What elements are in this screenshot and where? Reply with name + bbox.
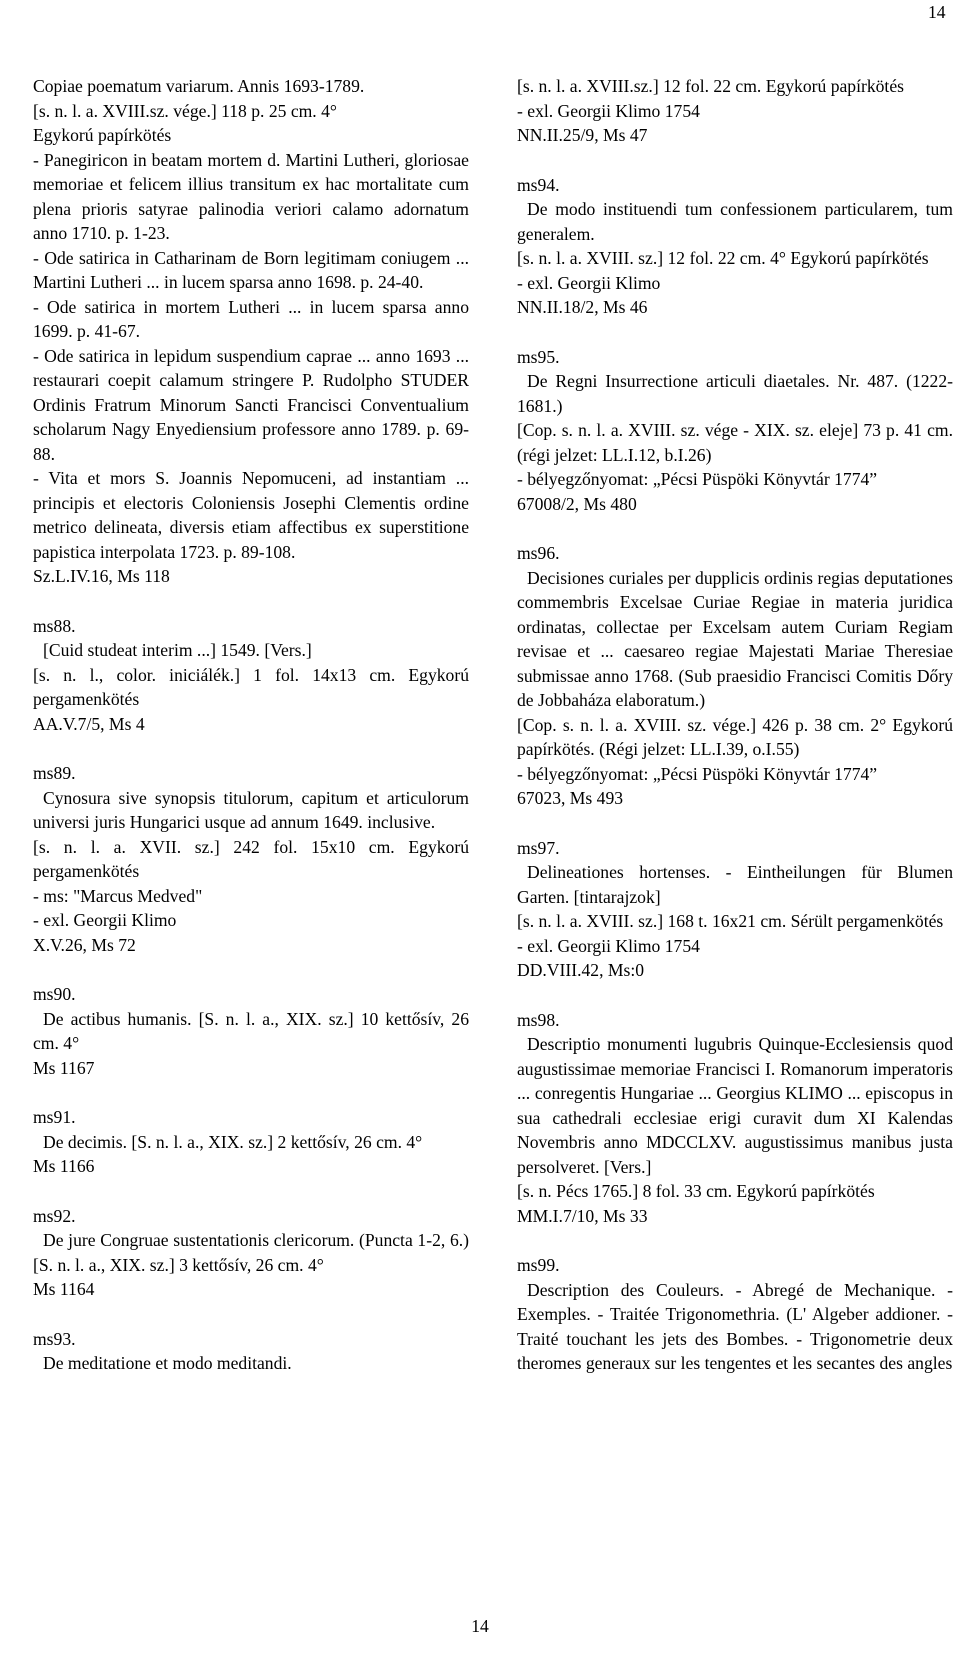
entry-line: [s. n. Pécs 1765.] 8 fol. 33 cm. Egykorú papírkötés xyxy=(517,1181,875,1201)
entry-id: ms99. xyxy=(517,1255,560,1275)
entry-line: [s. n. l. a. XVIII.sz. vége.] 118 p. 25 cm. 4° xyxy=(33,100,337,121)
catalog-entry xyxy=(517,345,953,517)
entry-line: - exl. Georgii Klimo 1754 xyxy=(517,100,700,121)
entry-id: ms98. xyxy=(517,1009,560,1030)
entry-line: [s. n. l. a. XVII. sz.] 242 fol. 15x10 cm. Egykorú pergamenkötés xyxy=(33,836,469,881)
entry-line: NN.II.25/9, Ms 47 xyxy=(517,125,648,145)
entry-title: Descriptio monumenti lugubris Quinque-Ecclesiensis quod augustissimae memoriae Francisci I. Romanorum imperatoris ... conregentis Hungariae ... Georgius KLIMO ... episcopus in sua cathedrali ecclesiae erigi curavit dum XI Kalendas Novembris anno MDCCLXV. augustissimus manibus justa persolveret. [Vers.] xyxy=(517,1034,953,1177)
catalog-entry xyxy=(33,74,469,589)
entry-line: Ms 1164 xyxy=(33,1279,95,1299)
entry-line: - exl. Georgii Klimo 1754 xyxy=(517,935,700,956)
entry-title: Description des Couleurs. - Abregé de Mechanique. - Exemples. - Traitée Trigonomethria. (L' Algeber addioner. - Traité touchant les jets des Bombes. - Trigonometrie deux theromes generaux sur les tengentes et les secantes des angles xyxy=(517,1279,953,1373)
entry-line: [Cop. s. n. l. a. XVIII. sz. vége - XIX. sz. eleje] 73 p. 41 cm. (régi jelzet: LL.I.12, b.I.26) xyxy=(517,420,953,465)
entry-title: Cynosura sive synopsis titulorum, capitum et articulorum universi juris Hungarici usque ad annum 1649. inclusive. xyxy=(33,787,469,832)
entry-line: MM.I.7/10, Ms 33 xyxy=(517,1205,648,1226)
entry-line: - bélyegzőnyomat: „Pécsi Püspöki Könyvtár 1774” xyxy=(517,469,878,489)
entry-line: [s. n. l. a. XVIII.sz.] 12 fol. 22 cm. Egykorú papírkötés xyxy=(517,76,904,96)
catalog-entry xyxy=(517,541,953,811)
entry-line: - Ode satirica in Catharinam de Born legitimam coniugem ... Martini Lutheri ... in lucem sparsa anno 1698. p. 24-40. xyxy=(33,247,469,292)
entry-id: ms92. xyxy=(33,1205,76,1226)
entry-line: [s. n. l. a. XVIII. sz.] 12 fol. 22 cm. 4° Egykorú papírkötés xyxy=(517,248,929,268)
entry-line: AA.V.7/5, Ms 4 xyxy=(33,713,145,734)
entry-id: ms89. xyxy=(33,763,76,783)
entry-id: ms90. xyxy=(33,984,76,1004)
entry-id: ms94. xyxy=(517,174,560,195)
entry-line: [Cop. s. n. l. a. XVIII. sz. vége.] 426 p. 38 cm. 2° Egykorú papírkötés. (Régi jelzet: LL.I.39, o.I.55) xyxy=(517,714,953,759)
catalog-entry xyxy=(33,761,469,957)
catalog-entry xyxy=(33,1327,469,1376)
entry-line: Copiae poematum variarum. Annis 1693-1789. xyxy=(33,76,365,96)
entry-id: ms88. xyxy=(33,615,76,636)
entry-line: X.V.26, Ms 72 xyxy=(33,934,136,955)
entry-title: Decisiones curiales per dupplicis ordinis regias deputationes commembris Excelsae Curiae Regiae in materia juridica ordinatas, collectae per Excelsam autem Curiam Regiam revisae et ... caesareo regiae Majestati Mariae Theresiae submissae anno 1768. (Sub praesidio Francisci Comitis Dőry de Jobbaháza elaboratum.) xyxy=(517,567,953,710)
entry-id: ms91. xyxy=(33,1107,76,1127)
entry-title: [Cuid studeat interim ...] 1549. [Vers.] xyxy=(43,640,312,660)
page-number-top: 14 xyxy=(928,2,946,22)
entry-line: NN.II.18/2, Ms 46 xyxy=(517,297,648,317)
catalog-entry xyxy=(33,1105,469,1179)
right-column xyxy=(517,74,953,1401)
catalog-entry xyxy=(33,982,469,1080)
catalog-entry xyxy=(517,173,953,320)
entry-title: De modo instituendi tum confessionem particularem, tum generalem. xyxy=(517,199,953,244)
entry-line: DD.VIII.42, Ms:0 xyxy=(517,960,645,980)
page-number-bottom: 14 xyxy=(471,1616,489,1636)
catalog-entry xyxy=(517,1008,953,1229)
entry-line: - Vita et mors S. Joannis Nepomuceni, ad instantiam ... principis et electoris Coloniensis Josephi Clementis ordine metrico delineata, diversis etiam affectibus ex superstitione papistica interpolata 1723. p. 89-108. xyxy=(33,468,469,562)
entry-title: De Regni Insurrectione articuli diaetales. Nr. 487. (1222-1681.) xyxy=(517,371,953,416)
catalog-entry xyxy=(517,74,953,148)
entry-id: ms97. xyxy=(517,837,560,858)
entry-line: [s. n. l. a. XVIII. sz.] 168 t. 16x21 cm. Sérült pergamenkötés xyxy=(517,911,944,931)
entry-title: De decimis. [S. n. l. a., XIX. sz.] 2 kettősív, 26 cm. 4° xyxy=(43,1131,423,1152)
catalog-entry xyxy=(517,836,953,983)
entry-title: De meditatione et modo meditandi. xyxy=(43,1353,292,1373)
entry-id: ms96. xyxy=(517,543,560,563)
entry-title: De actibus humanis. [S. n. l. a., XIX. sz.] 10 kettősív, 26 cm. 4° xyxy=(33,1008,469,1053)
entry-line: - exl. Georgii Klimo xyxy=(517,272,661,293)
entry-line: - bélyegzőnyomat: „Pécsi Püspöki Könyvtár 1774” xyxy=(517,763,878,784)
entry-line: Egykorú papírkötés xyxy=(33,125,172,145)
entry-line: - Panegiricon in beatam mortem d. Martini Lutheri, gloriosae memoriae et felicem illius transitum ex hac mortalitate cum plena prioris satyrae palinodia veriori calamo adornatum anno 1710. p. 1-23. xyxy=(33,149,469,243)
entry-line: 67008/2, Ms 480 xyxy=(517,493,637,514)
entry-line: Ms 1166 xyxy=(33,1156,95,1176)
entry-id: ms95. xyxy=(517,346,560,367)
entry-line: - Ode satirica in lepidum suspendium caprae ... anno 1693 ... restaurari coepit calamum stringere P. Rudolpho STUDER Ordinis Fratrum Minorum Sancti Francisci Conventualium scholarum Nagy Enyediensium professore anno 1789. p. 69-88. xyxy=(33,345,469,464)
entry-line: [s. n. l., color. iniciálék.] 1 fol. 14x13 cm. Egykorú pergamenkötés xyxy=(33,664,469,709)
entry-id: ms93. xyxy=(33,1328,76,1349)
left-column xyxy=(33,74,469,1401)
entry-line: - Ode satirica in mortem Lutheri ... in lucem sparsa anno 1699. p. 41-67. xyxy=(33,296,469,341)
entry-line: Sz.L.IV.16, Ms 118 xyxy=(33,566,170,586)
entry-line: Ms 1167 xyxy=(33,1057,95,1078)
catalog-entry xyxy=(33,614,469,737)
catalog-entry xyxy=(33,1204,469,1302)
entry-title: De jure Congruae sustentationis clericorum. (Puncta 1-2, 6.) [S. n. l. a., XIX. sz.] 3 kettősív, 26 cm. 4° xyxy=(33,1230,469,1275)
entry-line: - exl. Georgii Klimo xyxy=(33,910,177,930)
entry-line: 67023, Ms 493 xyxy=(517,788,624,808)
entry-title: Delineationes hortenses. - Eintheilungen für Blumen Garten. [tintarajzok] xyxy=(517,862,953,907)
catalog-entry xyxy=(517,1253,953,1376)
entry-line: - ms: "Marcus Medved" xyxy=(33,885,203,906)
